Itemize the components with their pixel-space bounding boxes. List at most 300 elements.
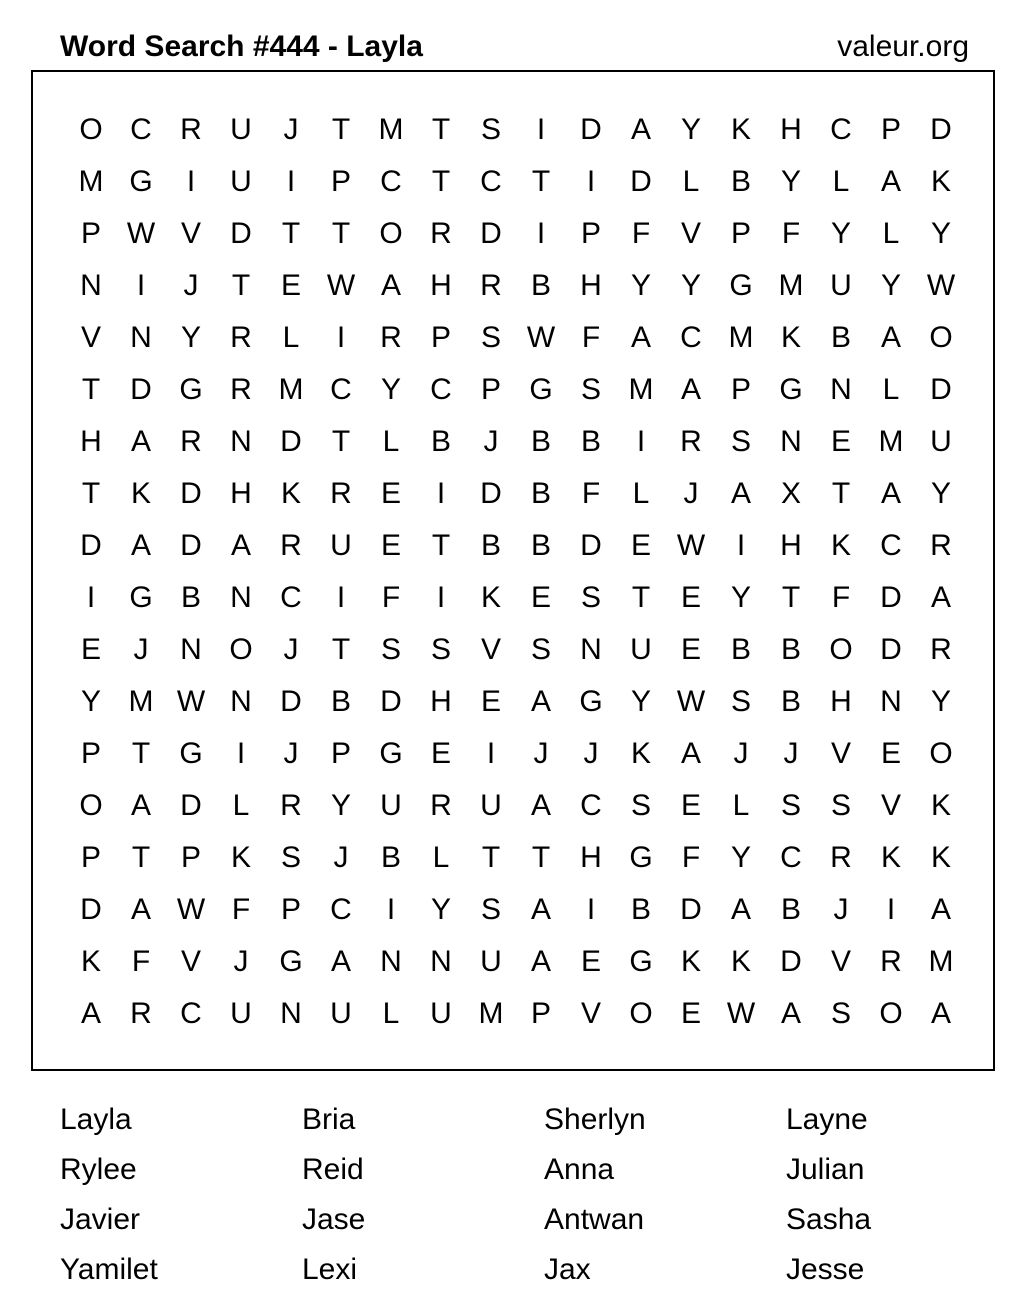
grid-letter: M xyxy=(928,945,954,978)
word-list-item: Julian xyxy=(786,1153,865,1186)
grid-letter: S xyxy=(730,685,751,718)
grid-letter: P xyxy=(80,217,101,250)
grid-letter: I xyxy=(336,321,346,354)
grid-letter: S xyxy=(280,841,301,874)
grid-letter: H xyxy=(430,269,452,302)
grid-letter: J xyxy=(283,633,299,666)
grid-letter: C xyxy=(380,165,402,198)
grid-letter: R xyxy=(280,529,302,562)
grid-letter: E xyxy=(280,269,301,302)
grid-letter: K xyxy=(130,477,151,510)
grid-letter: D xyxy=(80,529,102,562)
grid-letter: A xyxy=(530,893,551,926)
grid-letter: A xyxy=(730,893,751,926)
grid-letter: R xyxy=(180,113,202,146)
grid-letter: K xyxy=(830,529,851,562)
grid-letter: T xyxy=(531,165,551,198)
grid-letter: C xyxy=(780,841,802,874)
grid-letter: D xyxy=(380,685,402,718)
grid-letter: U xyxy=(830,269,852,302)
grid-letter: Y xyxy=(80,685,101,718)
grid-letter: Y xyxy=(630,685,651,718)
grid-letter: W xyxy=(176,685,206,718)
grid-letter: T xyxy=(131,841,151,874)
grid-letter: D xyxy=(80,893,102,926)
grid-letter: A xyxy=(230,529,251,562)
grid-letter: T xyxy=(781,581,801,614)
grid-letter: P xyxy=(730,373,751,406)
grid-letter: P xyxy=(330,737,351,770)
grid-letter: W xyxy=(726,997,756,1030)
grid-letter: T xyxy=(431,529,451,562)
grid-letter: A xyxy=(530,945,551,978)
grid-letter: I xyxy=(186,165,196,198)
grid-letter: X xyxy=(780,477,801,510)
grid-letter: Y xyxy=(880,269,901,302)
grid-letter: C xyxy=(330,373,352,406)
grid-letter: N xyxy=(230,685,252,718)
grid-letter: D xyxy=(180,789,202,822)
grid-letter: P xyxy=(880,113,901,146)
grid-letter: D xyxy=(780,945,802,978)
grid-letter: S xyxy=(580,373,601,406)
grid-letter: R xyxy=(130,997,152,1030)
grid-letter: N xyxy=(180,633,202,666)
word-list-item: Sasha xyxy=(786,1203,872,1236)
grid-letter: V xyxy=(830,737,851,770)
grid-letter: V xyxy=(830,945,851,978)
grid-letter: D xyxy=(180,529,202,562)
grid-letter: R xyxy=(180,425,202,458)
grid-letter: P xyxy=(430,321,451,354)
grid-letter: P xyxy=(330,165,351,198)
grid-letter: V xyxy=(680,217,701,250)
grid-letter: Y xyxy=(430,893,451,926)
grid-letter: Y xyxy=(680,269,701,302)
grid-letter: I xyxy=(636,425,646,458)
grid-letter: P xyxy=(180,841,201,874)
grid-letter: F xyxy=(631,217,651,250)
grid-letter: L xyxy=(632,477,650,510)
grid-letter: F xyxy=(681,841,701,874)
grid-letter: N xyxy=(830,373,852,406)
site-name: valeur.org xyxy=(837,30,969,63)
grid-letter: S xyxy=(830,789,851,822)
grid-letter: W xyxy=(926,269,956,302)
grid-letter: D xyxy=(480,217,502,250)
grid-letter: F xyxy=(231,893,251,926)
grid-letter: A xyxy=(930,997,951,1030)
grid-letter: T xyxy=(131,737,151,770)
grid-letter: S xyxy=(380,633,401,666)
grid-letter: K xyxy=(880,841,901,874)
grid-letter: R xyxy=(430,217,452,250)
grid-letter: G xyxy=(379,737,403,770)
grid-letter: N xyxy=(380,945,402,978)
word-list-item: Yamilet xyxy=(60,1253,158,1286)
word-list-item: Jax xyxy=(544,1253,591,1286)
grid-letter: I xyxy=(736,529,746,562)
grid-letter: J xyxy=(283,737,299,770)
grid-letter: U xyxy=(330,529,352,562)
grid-letter: F xyxy=(381,581,401,614)
grid-letter: E xyxy=(430,737,451,770)
grid-letter: K xyxy=(930,789,951,822)
grid-letter: A xyxy=(130,425,151,458)
grid-letter: K xyxy=(630,737,651,770)
grid-letter: E xyxy=(880,737,901,770)
grid-letter: Y xyxy=(930,217,951,250)
word-list-item: Jesse xyxy=(786,1253,865,1286)
grid-letter: U xyxy=(480,945,502,978)
grid-letter: P xyxy=(80,841,101,874)
grid-letter: C xyxy=(130,113,152,146)
grid-letter: J xyxy=(733,737,749,770)
grid-letter: G xyxy=(179,737,203,770)
grid-letter: S xyxy=(630,789,651,822)
grid-letter: B xyxy=(780,685,801,718)
grid-letter: R xyxy=(880,945,902,978)
grid-letter: U xyxy=(930,425,952,458)
grid-letter: B xyxy=(780,633,801,666)
grid-letter: L xyxy=(832,165,850,198)
grid-letter: F xyxy=(581,321,601,354)
grid-letter: T xyxy=(331,633,351,666)
grid-letter: U xyxy=(430,997,452,1030)
grid-letter: E xyxy=(380,477,401,510)
grid-letter: C xyxy=(480,165,502,198)
word-list xyxy=(60,1095,1028,1295)
grid-letter: V xyxy=(180,945,201,978)
grid-letter: D xyxy=(580,529,602,562)
grid-letter: K xyxy=(730,113,751,146)
grid-letter: T xyxy=(631,581,651,614)
grid-letter: Y xyxy=(380,373,401,406)
grid-letter: S xyxy=(480,321,501,354)
grid-letter: D xyxy=(180,477,202,510)
grid-letter: G xyxy=(529,373,553,406)
grid-letter: A xyxy=(930,893,951,926)
grid-letter: K xyxy=(80,945,101,978)
grid-letter: S xyxy=(430,633,451,666)
grid-letter: S xyxy=(780,789,801,822)
grid-letter: D xyxy=(930,373,952,406)
grid-letter: A xyxy=(80,997,101,1030)
grid-letter: S xyxy=(480,113,501,146)
grid-letter: H xyxy=(780,113,802,146)
grid-letter: S xyxy=(830,997,851,1030)
grid-letter: N xyxy=(580,633,602,666)
grid-letter: B xyxy=(730,633,751,666)
grid-letter: A xyxy=(130,789,151,822)
grid-letter: D xyxy=(280,685,302,718)
grid-letter: H xyxy=(580,841,602,874)
grid-letter: M xyxy=(728,321,754,354)
grid-letter: R xyxy=(230,321,252,354)
grid-letter: N xyxy=(880,685,902,718)
grid-letter: S xyxy=(730,425,751,458)
grid-letter: P xyxy=(530,997,551,1030)
grid-letter: F xyxy=(831,581,851,614)
grid-letter: B xyxy=(780,893,801,926)
grid-letter: O xyxy=(229,633,253,666)
grid-letter: M xyxy=(278,373,304,406)
grid-letter: F xyxy=(581,477,601,510)
grid-letter: I xyxy=(536,113,546,146)
grid-letter: L xyxy=(732,789,750,822)
grid-letter: I xyxy=(486,737,496,770)
grid-letter: Y xyxy=(930,477,951,510)
grid-letter: Y xyxy=(930,685,951,718)
word-list-item: Anna xyxy=(544,1153,615,1186)
grid-letter: B xyxy=(180,581,201,614)
grid-letter: B xyxy=(530,477,551,510)
letter-grid xyxy=(66,104,966,1040)
grid-letter: J xyxy=(583,737,599,770)
grid-letter: M xyxy=(778,269,804,302)
grid-letter: B xyxy=(380,841,401,874)
grid-letter: D xyxy=(130,373,152,406)
grid-letter: M xyxy=(878,425,904,458)
word-list-item: Layla xyxy=(60,1103,132,1136)
grid-letter: P xyxy=(80,737,101,770)
grid-letter: K xyxy=(230,841,251,874)
grid-letter: K xyxy=(930,165,951,198)
grid-letter: R xyxy=(430,789,452,822)
grid-letter: B xyxy=(580,425,601,458)
grid-letter: U xyxy=(380,789,402,822)
grid-letter: C xyxy=(830,113,852,146)
grid-letter: A xyxy=(380,269,401,302)
grid-letter: I xyxy=(336,581,346,614)
grid-letter: O xyxy=(879,997,903,1030)
grid-letter: M xyxy=(78,165,104,198)
word-list-item: Reid xyxy=(302,1153,364,1186)
grid-letter: A xyxy=(930,581,951,614)
grid-letter: R xyxy=(680,425,702,458)
word-list-item: Lexi xyxy=(302,1253,358,1286)
grid-letter: J xyxy=(683,477,699,510)
grid-letter: L xyxy=(882,217,900,250)
grid-letter: L xyxy=(382,425,400,458)
grid-letter: B xyxy=(730,165,751,198)
grid-letter: K xyxy=(730,945,751,978)
grid-letter: U xyxy=(630,633,652,666)
grid-letter: D xyxy=(630,165,652,198)
grid-letter: I xyxy=(386,893,396,926)
grid-letter: W xyxy=(326,269,356,302)
grid-letter: W xyxy=(676,529,706,562)
grid-letter: R xyxy=(830,841,852,874)
grid-letter: D xyxy=(930,113,952,146)
grid-letter: O xyxy=(829,633,853,666)
grid-letter: P xyxy=(730,217,751,250)
grid-letter: D xyxy=(230,217,252,250)
grid-letter: J xyxy=(483,425,499,458)
grid-letter: A xyxy=(880,477,901,510)
word-list-item: Sherlyn xyxy=(544,1103,646,1136)
grid-letter: G xyxy=(179,373,203,406)
puzzle-frame xyxy=(31,70,995,1071)
grid-letter: G xyxy=(629,841,653,874)
grid-letter: F xyxy=(131,945,151,978)
grid-letter: M xyxy=(478,997,504,1030)
word-list-item: Jase xyxy=(302,1203,366,1236)
grid-letter: U xyxy=(230,113,252,146)
grid-letter: D xyxy=(880,633,902,666)
grid-letter: L xyxy=(432,841,450,874)
grid-letter: N xyxy=(130,321,152,354)
grid-letter: G xyxy=(129,581,153,614)
grid-letter: J xyxy=(233,945,249,978)
grid-letter: H xyxy=(780,529,802,562)
grid-letter: M xyxy=(628,373,654,406)
grid-letter: R xyxy=(230,373,252,406)
grid-letter: B xyxy=(530,425,551,458)
grid-letter: I xyxy=(436,581,446,614)
grid-letter: J xyxy=(783,737,799,770)
grid-letter: Y xyxy=(780,165,801,198)
grid-letter: T xyxy=(431,165,451,198)
grid-letter: S xyxy=(580,581,601,614)
grid-letter: M xyxy=(378,113,404,146)
grid-letter: A xyxy=(130,893,151,926)
grid-letter: G xyxy=(279,945,303,978)
grid-letter: A xyxy=(630,113,651,146)
grid-letter: R xyxy=(280,789,302,822)
grid-letter: V xyxy=(580,997,601,1030)
grid-letter: V xyxy=(180,217,201,250)
grid-letter: R xyxy=(380,321,402,354)
grid-letter: G xyxy=(629,945,653,978)
grid-letter: I xyxy=(586,893,596,926)
grid-letter: I xyxy=(536,217,546,250)
grid-letter: I xyxy=(236,737,246,770)
grid-letter: P xyxy=(580,217,601,250)
grid-letter: T xyxy=(81,477,101,510)
grid-letter: K xyxy=(480,581,501,614)
grid-letter: B xyxy=(480,529,501,562)
grid-letter: B xyxy=(530,269,551,302)
grid-letter: J xyxy=(183,269,199,302)
grid-letter: O xyxy=(929,321,953,354)
grid-letter: G xyxy=(779,373,803,406)
grid-letter: T xyxy=(331,217,351,250)
grid-letter: N xyxy=(80,269,102,302)
grid-letter: B xyxy=(830,321,851,354)
grid-letter: Y xyxy=(830,217,851,250)
grid-letter: D xyxy=(580,113,602,146)
grid-letter: G xyxy=(129,165,153,198)
puzzle-title: Word Search #444 - Layla xyxy=(60,30,423,63)
grid-letter: C xyxy=(880,529,902,562)
grid-letter: Y xyxy=(730,841,751,874)
grid-letter: E xyxy=(530,581,551,614)
grid-letter: E xyxy=(480,685,501,718)
grid-letter: T xyxy=(481,841,501,874)
grid-letter: L xyxy=(382,997,400,1030)
grid-letter: N xyxy=(230,581,252,614)
grid-letter: D xyxy=(280,425,302,458)
grid-letter: R xyxy=(930,633,952,666)
grid-letter: C xyxy=(280,581,302,614)
grid-letter: S xyxy=(480,893,501,926)
grid-letter: E xyxy=(680,997,701,1030)
grid-letter: O xyxy=(929,737,953,770)
grid-letter: I xyxy=(586,165,596,198)
grid-letter: J xyxy=(333,841,349,874)
grid-letter: T xyxy=(431,113,451,146)
grid-letter: J xyxy=(833,893,849,926)
grid-letter: A xyxy=(880,321,901,354)
grid-letter: B xyxy=(530,529,551,562)
grid-letter: E xyxy=(380,529,401,562)
grid-letter: T xyxy=(331,425,351,458)
grid-letter: M xyxy=(128,685,154,718)
grid-letter: A xyxy=(780,997,801,1030)
grid-letter: U xyxy=(480,789,502,822)
grid-letter: K xyxy=(680,945,701,978)
grid-letter: S xyxy=(530,633,551,666)
grid-letter: U xyxy=(230,165,252,198)
grid-letter: L xyxy=(282,321,300,354)
grid-letter: T xyxy=(531,841,551,874)
word-list-item: Javier xyxy=(60,1203,141,1236)
grid-letter: R xyxy=(480,269,502,302)
grid-letter: N xyxy=(430,945,452,978)
grid-letter: A xyxy=(330,945,351,978)
grid-letter: A xyxy=(130,529,151,562)
grid-letter: F xyxy=(781,217,801,250)
grid-letter: A xyxy=(880,165,901,198)
grid-letter: L xyxy=(232,789,250,822)
grid-letter: N xyxy=(280,997,302,1030)
grid-letter: I xyxy=(886,893,896,926)
grid-letter: A xyxy=(630,321,651,354)
grid-letter: B xyxy=(430,425,451,458)
grid-letter: T xyxy=(831,477,851,510)
grid-letter: C xyxy=(680,321,702,354)
grid-letter: C xyxy=(430,373,452,406)
grid-letter: K xyxy=(930,841,951,874)
grid-letter: T xyxy=(81,373,101,406)
grid-letter: A xyxy=(730,477,751,510)
grid-letter: E xyxy=(580,945,601,978)
grid-letter: C xyxy=(580,789,602,822)
grid-letter: H xyxy=(80,425,102,458)
grid-letter: I xyxy=(136,269,146,302)
grid-letter: L xyxy=(682,165,700,198)
grid-letter: D xyxy=(880,581,902,614)
grid-letter: Y xyxy=(330,789,351,822)
grid-letter: A xyxy=(680,373,701,406)
grid-letter: T xyxy=(281,217,301,250)
grid-letter: W xyxy=(526,321,556,354)
grid-letter: B xyxy=(330,685,351,718)
grid-letter: U xyxy=(230,997,252,1030)
grid-letter: V xyxy=(80,321,101,354)
grid-letter: O xyxy=(629,997,653,1030)
grid-letter: C xyxy=(180,997,202,1030)
grid-letter: A xyxy=(530,789,551,822)
grid-letter: O xyxy=(79,113,103,146)
grid-letter: E xyxy=(680,633,701,666)
grid-letter: N xyxy=(230,425,252,458)
grid-letter: W xyxy=(126,217,156,250)
grid-letter: V xyxy=(880,789,901,822)
grid-letter: A xyxy=(530,685,551,718)
grid-letter: E xyxy=(630,529,651,562)
